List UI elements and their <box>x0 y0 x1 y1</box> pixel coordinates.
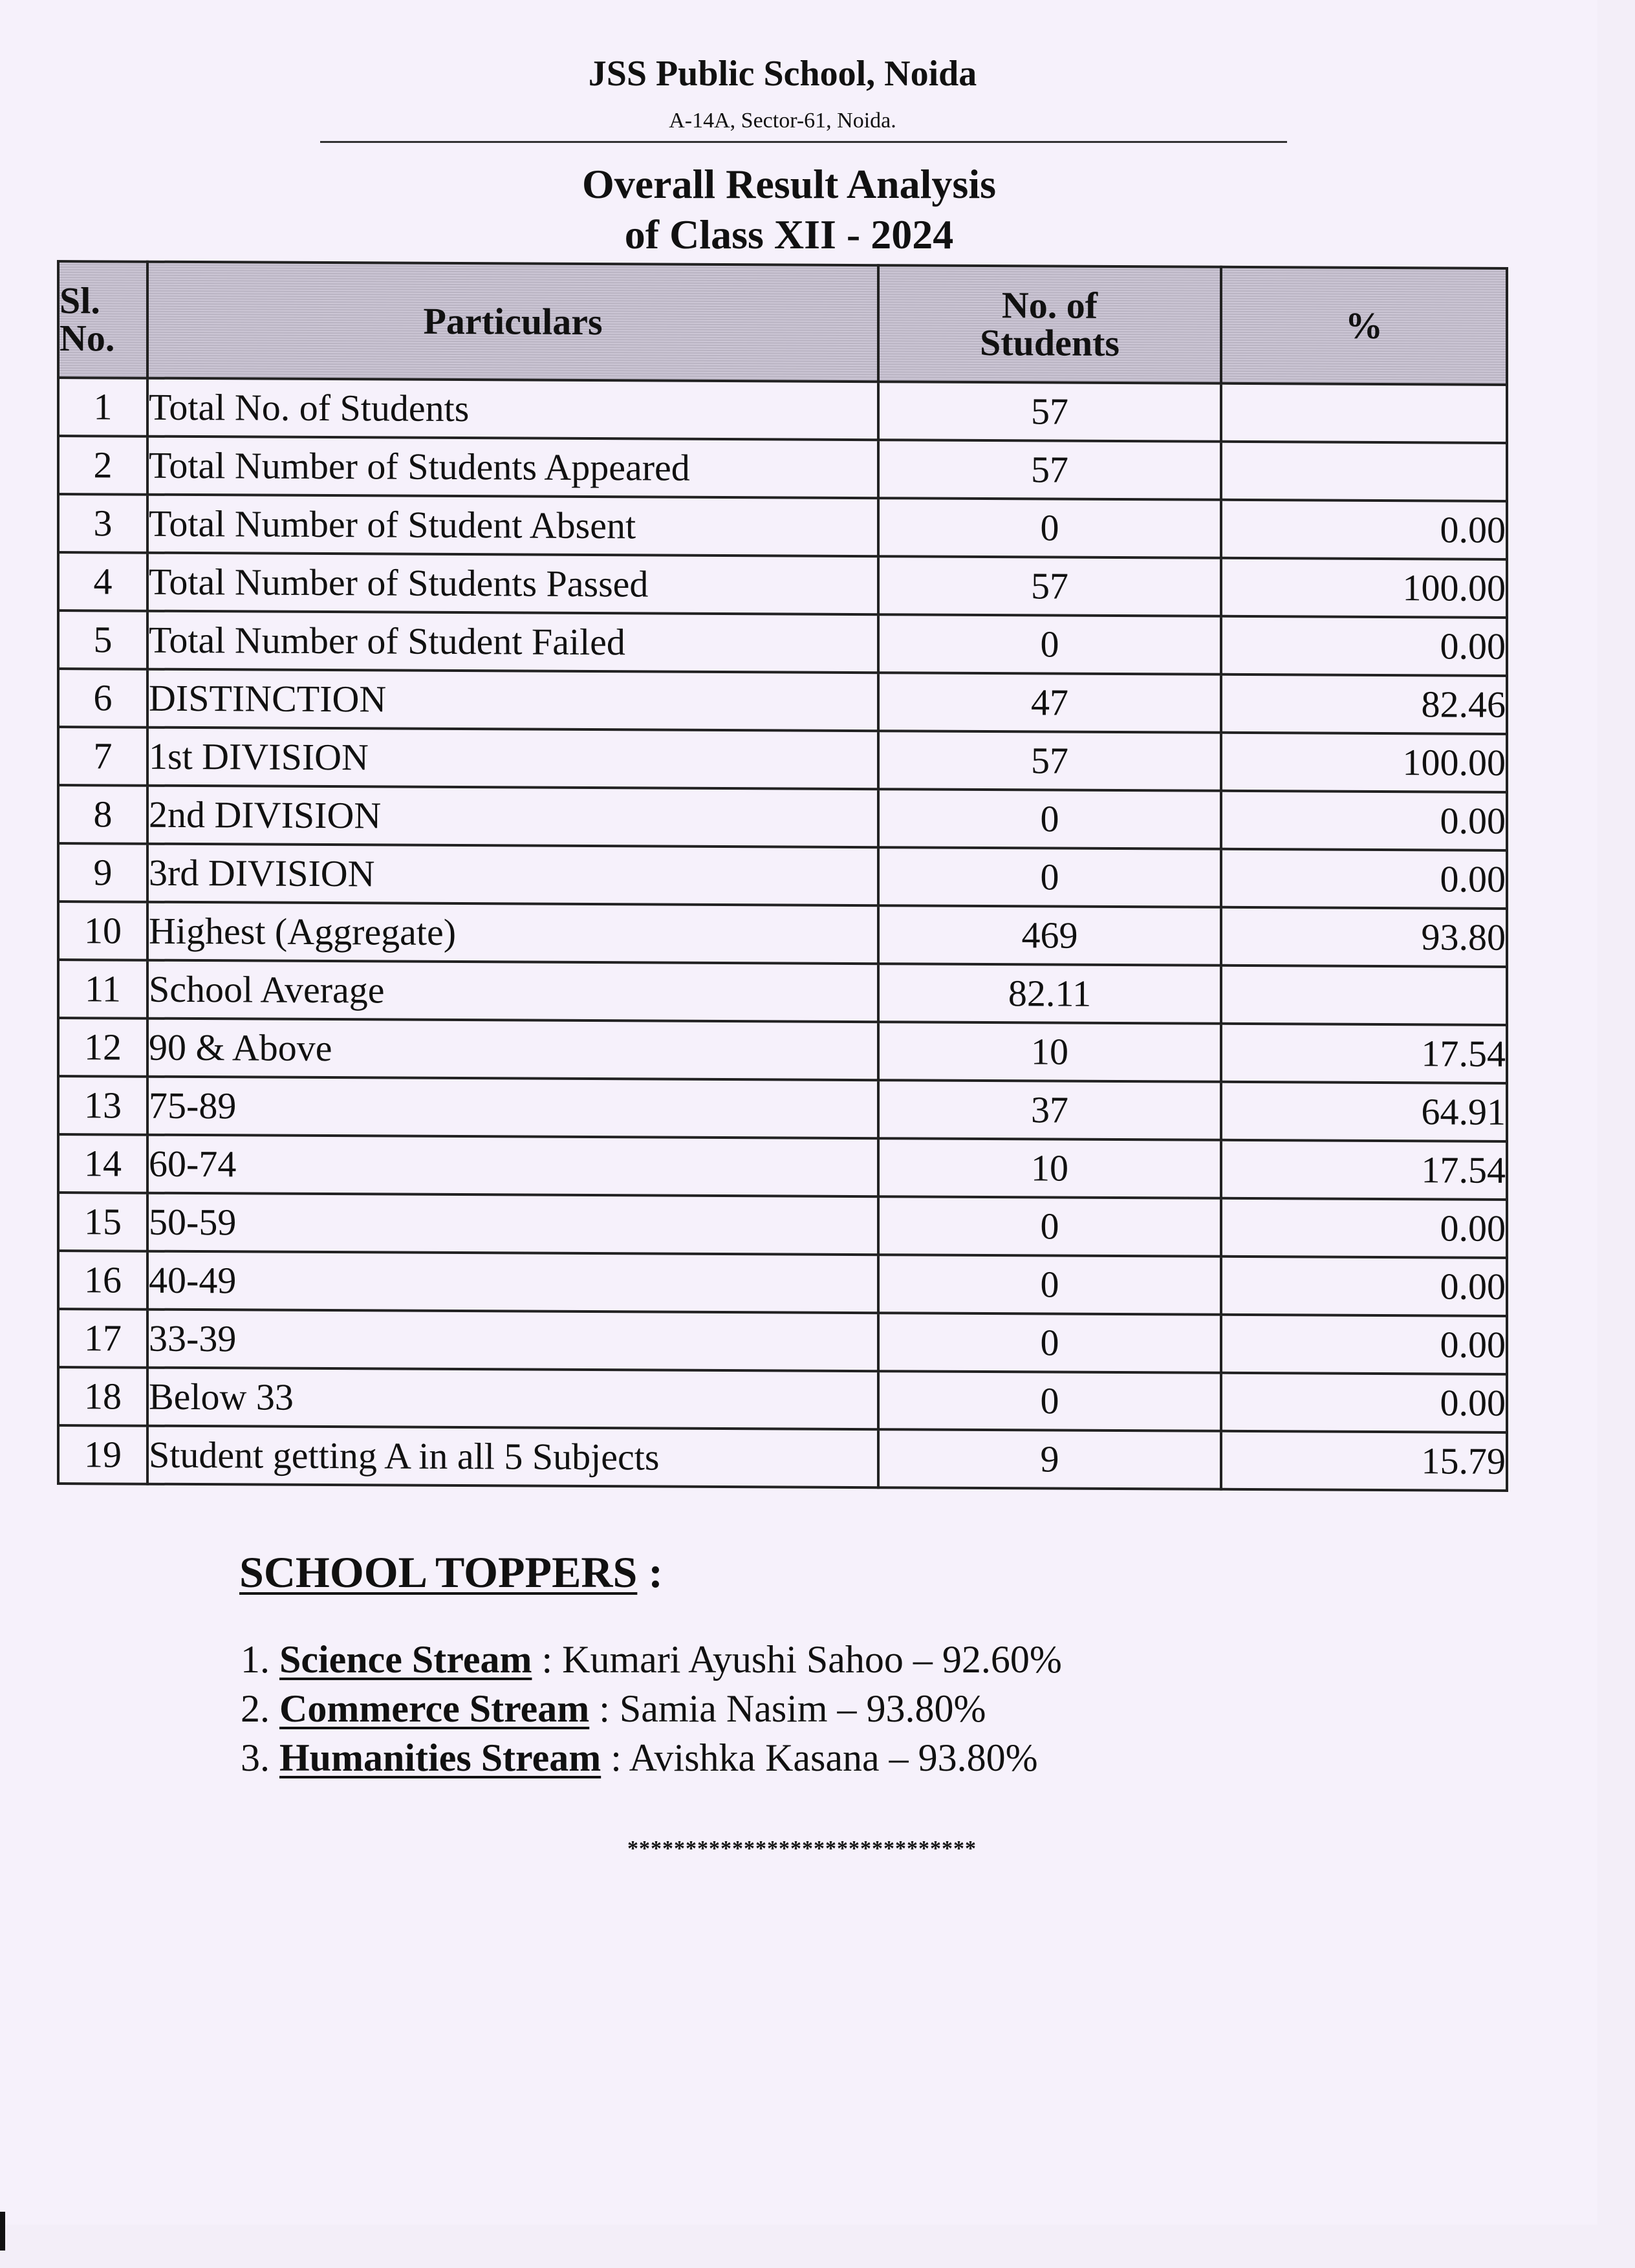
table-row <box>58 960 1507 1025</box>
topper-item-commerce <box>241 1687 986 1731</box>
row-sl-no: 2 <box>58 436 147 495</box>
row-student-count: 0 <box>878 1313 1221 1373</box>
row-particular: 40-49 <box>147 1251 878 1313</box>
row-particular: Total Number of Student Absent <box>147 495 878 557</box>
table-row <box>58 436 1507 501</box>
table-row <box>58 902 1507 967</box>
table-row <box>58 552 1507 618</box>
table-row <box>58 727 1507 792</box>
row-student-count: 10 <box>878 1022 1221 1082</box>
row-percentage: 15.79 <box>1221 1431 1507 1491</box>
row-percentage <box>1221 442 1507 501</box>
row-student-count: 57 <box>878 556 1221 616</box>
topper-stream: Science Stream <box>279 1638 532 1681</box>
row-sl-no: 16 <box>58 1251 147 1310</box>
row-sl-no: 1 <box>58 378 147 437</box>
row-particular: 60-74 <box>147 1135 878 1197</box>
header-sl-no: Sl. No. <box>58 261 147 378</box>
school-address: A-14A, Sector-61, Noida. <box>669 109 896 133</box>
row-particular: 90 & Above <box>147 1019 878 1081</box>
row-student-count: 0 <box>878 847 1221 907</box>
row-percentage: 0.00 <box>1221 616 1507 676</box>
row-sl-no: 9 <box>58 843 147 902</box>
school-toppers-heading-text: SCHOOL TOPPERS <box>239 1548 638 1597</box>
row-particular: Total Number of Student Failed <box>147 611 878 673</box>
school-name: JSS Public School, Noida <box>588 54 977 94</box>
header-percent: % <box>1221 267 1507 385</box>
row-sl-no: 14 <box>58 1134 147 1193</box>
topper-detail: : Kumari Ayushi Sahoo – 92.60% <box>532 1638 1062 1681</box>
row-percentage: 100.00 <box>1221 733 1507 792</box>
row-particular: 50-59 <box>147 1193 878 1255</box>
table-row <box>58 843 1507 909</box>
row-student-count: 57 <box>878 731 1221 791</box>
row-percentage: 17.54 <box>1221 1024 1507 1083</box>
topper-detail: : Samia Nasim – 93.80% <box>589 1687 986 1730</box>
row-percentage: 0.00 <box>1221 849 1507 909</box>
row-sl-no: 3 <box>58 494 147 553</box>
row-sl-no: 7 <box>58 727 147 786</box>
row-particular: 33-39 <box>147 1310 878 1372</box>
header-particulars: Particulars <box>147 262 878 382</box>
topper-stream: Humanities Stream <box>279 1736 601 1779</box>
row-sl-no: 4 <box>58 552 147 611</box>
table-row <box>58 1193 1507 1258</box>
row-percentage: 64.91 <box>1221 1082 1507 1141</box>
topper-number: 2. <box>241 1687 270 1730</box>
row-percentage: 0.00 <box>1221 1373 1507 1432</box>
school-toppers-heading-colon: : <box>637 1548 664 1597</box>
row-particular: Below 33 <box>147 1368 878 1430</box>
table-row <box>58 1134 1507 1200</box>
topper-item-science <box>241 1637 1062 1682</box>
header-divider <box>320 141 1287 143</box>
table-row <box>58 610 1507 676</box>
row-student-count: 9 <box>878 1429 1221 1489</box>
row-sl-no: 5 <box>58 610 147 669</box>
row-sl-no: 11 <box>58 960 147 1019</box>
row-student-count: 0 <box>878 498 1221 558</box>
row-sl-no: 8 <box>58 785 147 844</box>
table-row <box>58 378 1507 443</box>
row-student-count: 469 <box>878 905 1221 966</box>
row-sl-no: 10 <box>58 902 147 960</box>
topper-item-humanities <box>241 1736 1038 1780</box>
row-percentage: 17.54 <box>1221 1140 1507 1200</box>
row-student-count: 0 <box>878 1371 1221 1431</box>
table-row <box>58 669 1507 734</box>
row-student-count: 47 <box>878 673 1221 733</box>
row-percentage <box>1221 966 1507 1025</box>
row-percentage: 82.46 <box>1221 675 1507 734</box>
row-sl-no: 19 <box>58 1425 147 1484</box>
topper-number: 1. <box>241 1638 270 1681</box>
row-sl-no: 17 <box>58 1309 147 1368</box>
row-percentage: 0.00 <box>1221 791 1507 850</box>
row-student-count: 0 <box>878 1196 1221 1257</box>
row-student-count: 57 <box>878 382 1221 442</box>
row-particular: 2nd DIVISION <box>147 786 878 848</box>
topper-number: 3. <box>241 1736 270 1779</box>
table-row <box>58 1018 1507 1083</box>
row-particular: Total Number of Students Appeared <box>147 437 878 499</box>
table-row <box>58 494 1507 559</box>
report-title-line-1: Overall Result Analysis <box>581 161 997 207</box>
row-sl-no: 12 <box>58 1018 147 1077</box>
row-student-count: 0 <box>878 1255 1221 1315</box>
row-percentage: 100.00 <box>1221 558 1507 618</box>
school-toppers-heading <box>239 1547 663 1598</box>
row-percentage: 0.00 <box>1221 1198 1507 1258</box>
scan-edge-mark <box>0 2212 5 2251</box>
table-row <box>58 785 1507 850</box>
row-particular: Total Number of Students Passed <box>147 553 878 615</box>
row-student-count: 0 <box>878 789 1221 849</box>
row-particular: School Average <box>147 960 878 1022</box>
row-student-count: 0 <box>878 614 1221 675</box>
row-percentage: 0.00 <box>1221 1315 1507 1374</box>
row-particular: 1st DIVISION <box>147 728 878 790</box>
row-sl-no: 15 <box>58 1193 147 1251</box>
table-row <box>58 1425 1507 1491</box>
report-title-line-2: of Class XII - 2024 <box>624 211 954 257</box>
row-particular: 3rd DIVISION <box>147 844 878 906</box>
row-particular: Student getting A in all 5 Subjects <box>147 1426 878 1488</box>
row-particular: 75-89 <box>147 1077 878 1139</box>
table-row <box>58 1251 1507 1316</box>
row-percentage: 93.80 <box>1221 907 1507 967</box>
row-percentage: 0.00 <box>1221 1257 1507 1316</box>
row-percentage <box>1221 383 1507 443</box>
row-sl-no: 13 <box>58 1076 147 1135</box>
table-row <box>58 1367 1507 1432</box>
row-student-count: 57 <box>878 440 1221 500</box>
row-particular: DISTINCTION <box>147 669 878 731</box>
topper-detail: : Avishka Kasana – 93.80% <box>601 1736 1038 1779</box>
row-student-count: 82.11 <box>878 964 1221 1024</box>
end-of-document-stars: ****************************** <box>627 1837 977 1861</box>
header-no-of-students: No. of Students <box>878 265 1221 383</box>
row-student-count: 10 <box>878 1138 1221 1198</box>
row-sl-no: 6 <box>58 669 147 728</box>
table-body <box>58 378 1507 1491</box>
table-row <box>58 1309 1507 1374</box>
topper-stream: Commerce Stream <box>279 1687 590 1730</box>
table-row <box>58 1076 1507 1141</box>
row-sl-no: 18 <box>58 1367 147 1426</box>
row-particular: Highest (Aggregate) <box>147 902 878 964</box>
row-particular: Total No. of Students <box>147 378 878 440</box>
row-student-count: 37 <box>878 1080 1221 1140</box>
row-percentage: 0.00 <box>1221 500 1507 559</box>
result-analysis-table <box>57 260 1508 1492</box>
table-header-row <box>58 261 1507 385</box>
